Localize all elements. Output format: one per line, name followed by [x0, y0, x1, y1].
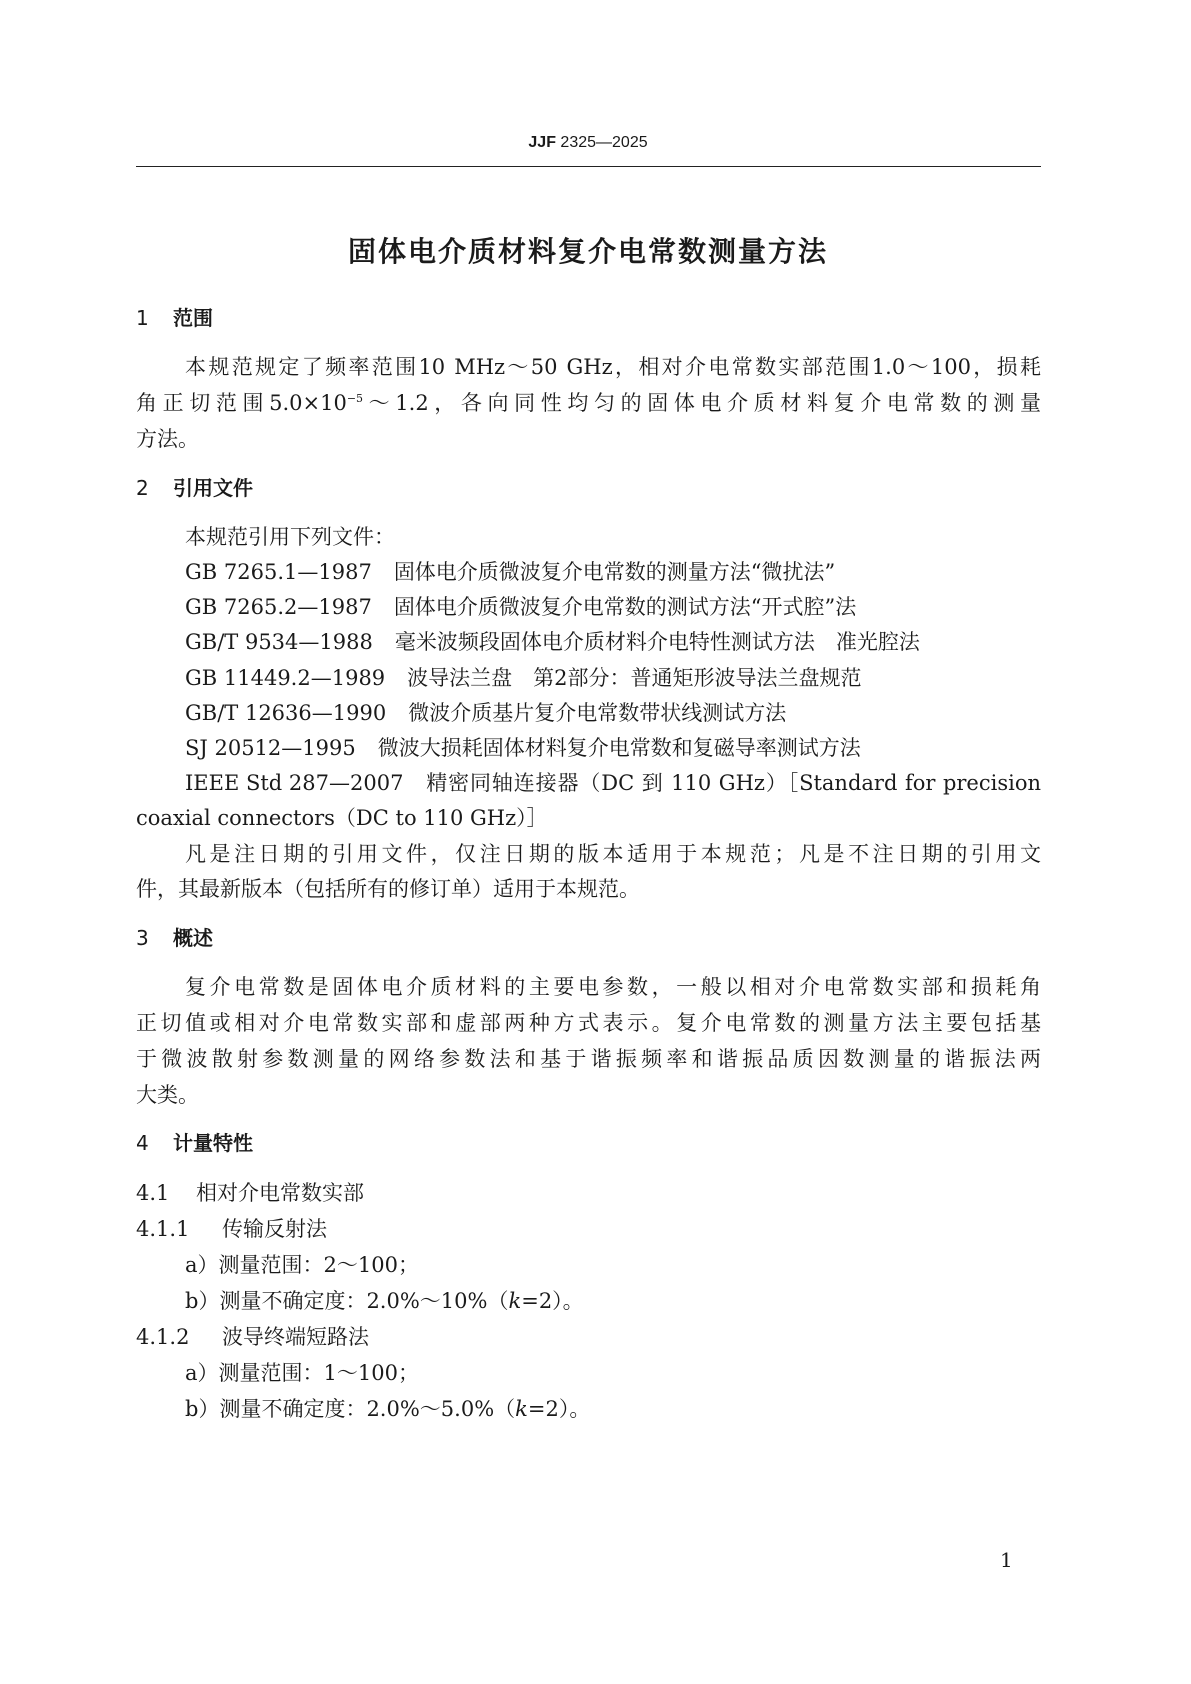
subsection-number: 4.1.2 — [136, 1325, 190, 1349]
list-item — [185, 1394, 590, 1424]
references-intro: 本规范引用下列文件： — [185, 525, 395, 549]
subsection-4-1-2-heading — [136, 1322, 369, 1352]
coverage-factor: k — [508, 1289, 522, 1313]
text-run: ～1.2，各向同性均匀的固体电介质材料复介电常数的测量 — [363, 391, 1041, 415]
text-run: b）测量不确定度：2.0%～10%（ — [185, 1289, 509, 1313]
paragraph-line: 复介电常数是固体电介质材料的主要电参数，一般以相对介电常数实部和损耗角 — [185, 975, 1041, 999]
list-item: a）测量范围：1～100； — [185, 1361, 419, 1385]
text-run: 角正切范围5.0×10 — [136, 391, 347, 415]
reference-code: GB 7265.2—1987 — [185, 595, 372, 619]
paragraph-line: 凡是注日期的引用文件，仅注日期的版本适用于本规范；凡是不注日期的引用文 — [185, 842, 1041, 866]
section-number: 1 — [136, 306, 149, 330]
paragraph-line: 正切值或相对介电常数实部和虚部两种方式表示。复介电常数的测量方法主要包括基 — [136, 1011, 1041, 1035]
section-3-heading — [136, 923, 213, 953]
section-number: 3 — [136, 926, 149, 950]
reference-item — [185, 698, 786, 728]
reference-code: IEEE Std 287—2007 — [185, 771, 404, 795]
page-header — [136, 134, 1040, 152]
subsection-title: 波导终端短路法 — [222, 1325, 369, 1349]
reference-code: SJ 20512—1995 — [185, 736, 356, 760]
page-number: 1 — [1000, 1548, 1013, 1572]
coverage-factor: k — [515, 1397, 528, 1421]
subsection-title: 相对介电常数实部 — [196, 1181, 364, 1205]
list-item — [185, 1286, 584, 1316]
paragraph-line: 件，其最新版本（包括所有的修订单）适用于本规范。 — [136, 877, 640, 901]
exponent: −5 — [346, 392, 364, 405]
text-run: b）测量不确定度：2.0%～5.0%（ — [185, 1397, 516, 1421]
reference-item — [185, 627, 920, 657]
text-run: =2）。 — [527, 1397, 591, 1421]
subsection-number: 4.1 — [136, 1181, 170, 1205]
reference-title: 毫米波频段固体电介质材料介电特性测试方法 准光腔法 — [394, 630, 920, 654]
paragraph-line: 方法。 — [136, 427, 199, 451]
reference-title: 固体电介质微波复介电常数的测试方法“开式腔”法 — [393, 595, 857, 619]
reference-title: 波导法兰盘 第2部分：普通矩形波导法兰盘规范 — [407, 666, 862, 690]
reference-code: GB 11449.2—1989 — [185, 666, 386, 690]
paragraph-line: 于微波散射参数测量的网络参数法和基于谐振频率和谐振品质因数测量的谐振法两 — [136, 1047, 1041, 1071]
section-1-heading — [136, 303, 213, 333]
list-item: a）测量范围：2～100； — [185, 1253, 419, 1277]
reference-code: GB/T 9534—1988 — [185, 630, 373, 654]
reference-item — [185, 557, 835, 587]
reference-code: GB 7265.1—1987 — [185, 560, 372, 584]
reference-continuation: coaxial connectors（DC to 110 GHz）］ — [136, 806, 548, 830]
reference-title: 微波介质基片复介电常数带状线测试方法 — [408, 701, 787, 725]
section-2-heading — [136, 473, 253, 503]
standard-number: 2325—2025 — [560, 134, 648, 151]
subsection-number: 4.1.1 — [136, 1217, 190, 1241]
text-run: =2）。 — [521, 1289, 584, 1313]
paragraph-line — [136, 388, 1041, 418]
section-4-heading — [136, 1128, 253, 1158]
reference-code: GB/T 12636—1990 — [185, 701, 387, 725]
reference-item — [185, 733, 861, 763]
section-title: 概述 — [173, 926, 213, 950]
section-number: 4 — [136, 1131, 149, 1155]
reference-title: 固体电介质微波复介电常数的测量方法“微扰法” — [393, 560, 836, 584]
subsection-4-1-1-heading — [136, 1214, 327, 1244]
reference-item — [185, 592, 856, 622]
paragraph-line: 大类。 — [136, 1083, 199, 1107]
subsection-title: 传输反射法 — [222, 1217, 327, 1241]
header-divider — [136, 166, 1041, 167]
reference-title: 微波大损耗固体材料复介电常数和复磁导率测试方法 — [377, 736, 861, 760]
section-title: 引用文件 — [173, 476, 253, 500]
section-number: 2 — [136, 476, 149, 500]
paragraph-line: 本规范规定了频率范围10 MHz～50 GHz，相对介电常数实部范围1.0～100，损耗 — [185, 355, 1041, 379]
reference-item — [185, 663, 862, 693]
standard-code: JJF — [528, 134, 556, 151]
section-title: 范围 — [173, 306, 213, 330]
reference-title: 精密同轴连接器（DC 到 110 GHz）［Standard for precision — [425, 771, 1041, 795]
subsection-4-1-heading — [136, 1178, 364, 1208]
document-title: 固体电介质材料复介电常数测量方法 — [347, 235, 828, 268]
reference-item — [185, 768, 1041, 798]
section-title: 计量特性 — [173, 1131, 253, 1155]
